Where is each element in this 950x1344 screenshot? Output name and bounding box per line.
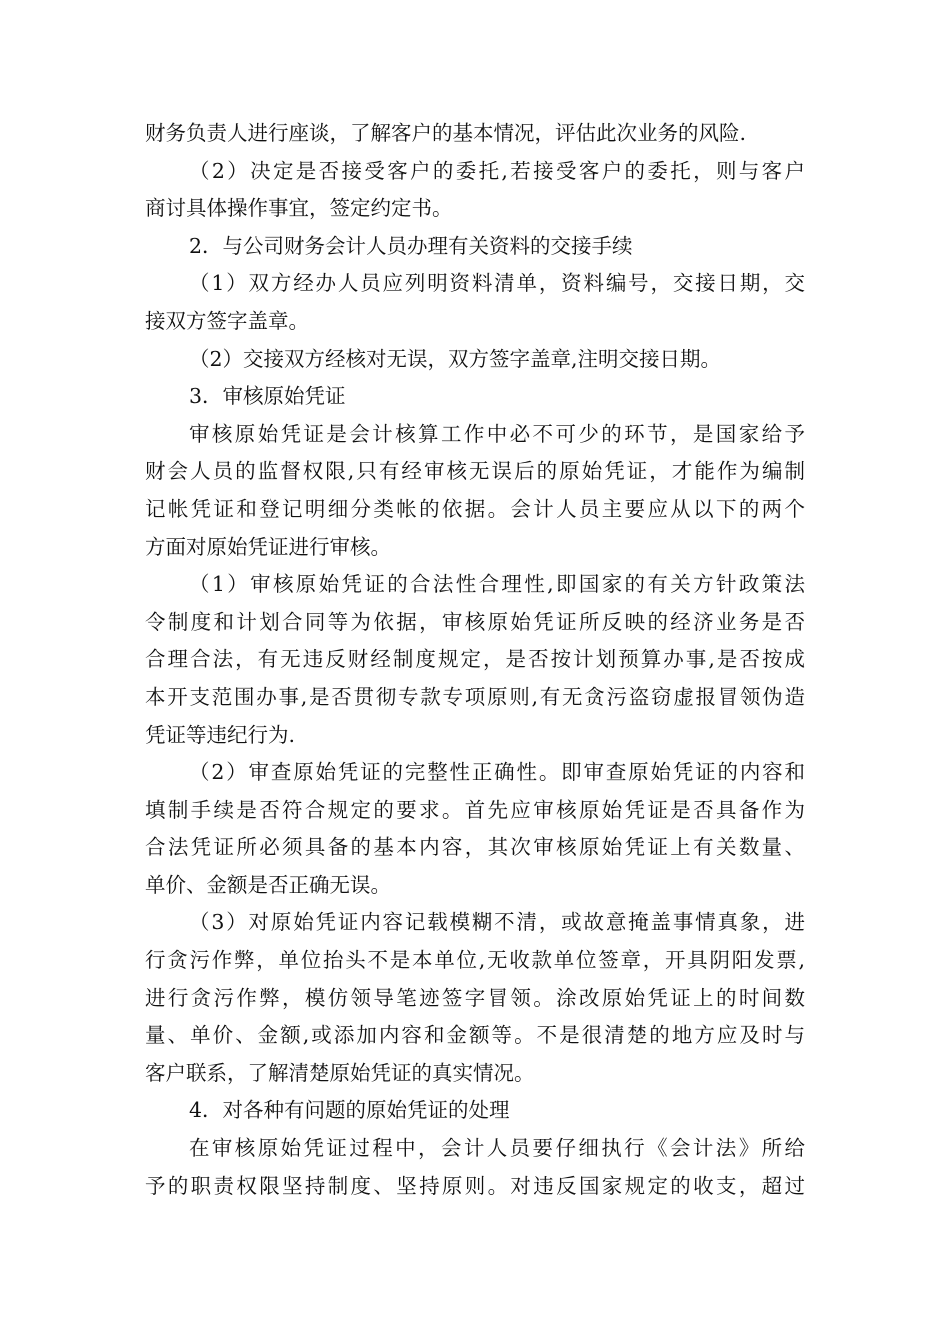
text-line: 在审核原始凭证过程中，会计人员要仔细执行《会计法》所给 (189, 1136, 805, 1161)
text-line: 客户联系，了解清楚原始凭证的真实情况。 (145, 1060, 535, 1085)
text-line: 量、单价、金额,或添加内容和金额等。不是很清楚的地方应及时与 (145, 1023, 805, 1048)
text-line: 令制度和计划合同等为依据，审核原始凭证所反映的经济业务是否 (145, 609, 805, 634)
text-line: 单价、金额是否正确无误。 (145, 872, 391, 897)
text-line: 财会人员的监督权限,只有经审核无误后的原始凭证，才能作为编制 (145, 459, 805, 484)
section-heading: 2．与公司财务会计人员办理有关资料的交接手续 (189, 233, 633, 258)
text-line: 合理合法，有无违反财经制度规定，是否按计划预算办事,是否按成 (145, 647, 805, 672)
section-heading: 4．对各种有问题的原始凭证的处理 (189, 1098, 510, 1123)
text-line: 审核原始凭证是会计核算工作中必不可少的环节，是国家给予 (189, 421, 805, 446)
text-line: 予的职责权限坚持制度、坚持原则。对违反国家规定的收支，超过 (145, 1173, 805, 1198)
section-heading: 3．审核原始凭证 (189, 384, 346, 409)
text-line: （1）审核原始凭证的合法性合理性,即国家的有关方针政策法 (189, 572, 805, 597)
text-line: 本开支范围办事,是否贯彻专款专项原则,有无贪污盗窃虚报冒领伪造 (145, 684, 805, 709)
document-body (145, 115, 805, 1205)
text-line: 合法凭证所必须具备的基本内容，其次审核原始凭证上有关数量、 (145, 835, 805, 860)
text-line: 方面对原始凭证进行审核。 (145, 534, 391, 559)
text-line: 商讨具体操作事宜，签定约定书。 (145, 196, 453, 221)
text-line: 接双方签字盖章。 (145, 308, 309, 333)
text-line: 填制手续是否符合规定的要求。首先应审核原始凭证是否具备作为 (145, 797, 805, 822)
text-line: 记帐凭证和登记明细分类帐的依据。会计人员主要应从以下的两个 (145, 496, 805, 521)
text-line: 行贪污作弊，单位抬头不是本单位,无收款单位签章，开具阴阳发票, (145, 948, 805, 973)
text-line: （1）双方经办人员应列明资料清单，资料编号，交接日期，交 (189, 271, 805, 296)
text-line: 凭证等违纪行为. (145, 722, 296, 747)
text-line: 进行贪污作弊，模仿领导笔迹签字冒领。涂改原始凭证上的时间数 (145, 985, 805, 1010)
text-line: （3）对原始凭证内容记载模糊不清，或故意掩盖事情真象，进 (189, 910, 805, 935)
text-line: （2）交接双方经核对无误，双方签字盖章,注明交接日期。 (189, 346, 722, 371)
text-line: （2）决定是否接受客户的委托,若接受客户的委托，则与客户 (189, 158, 805, 183)
text-line: （2）审查原始凭证的完整性正确性。即审查原始凭证的内容和 (189, 760, 805, 785)
text-line: 财务负责人进行座谈，了解客户的基本情况，评估此次业务的风险. (145, 121, 747, 145)
